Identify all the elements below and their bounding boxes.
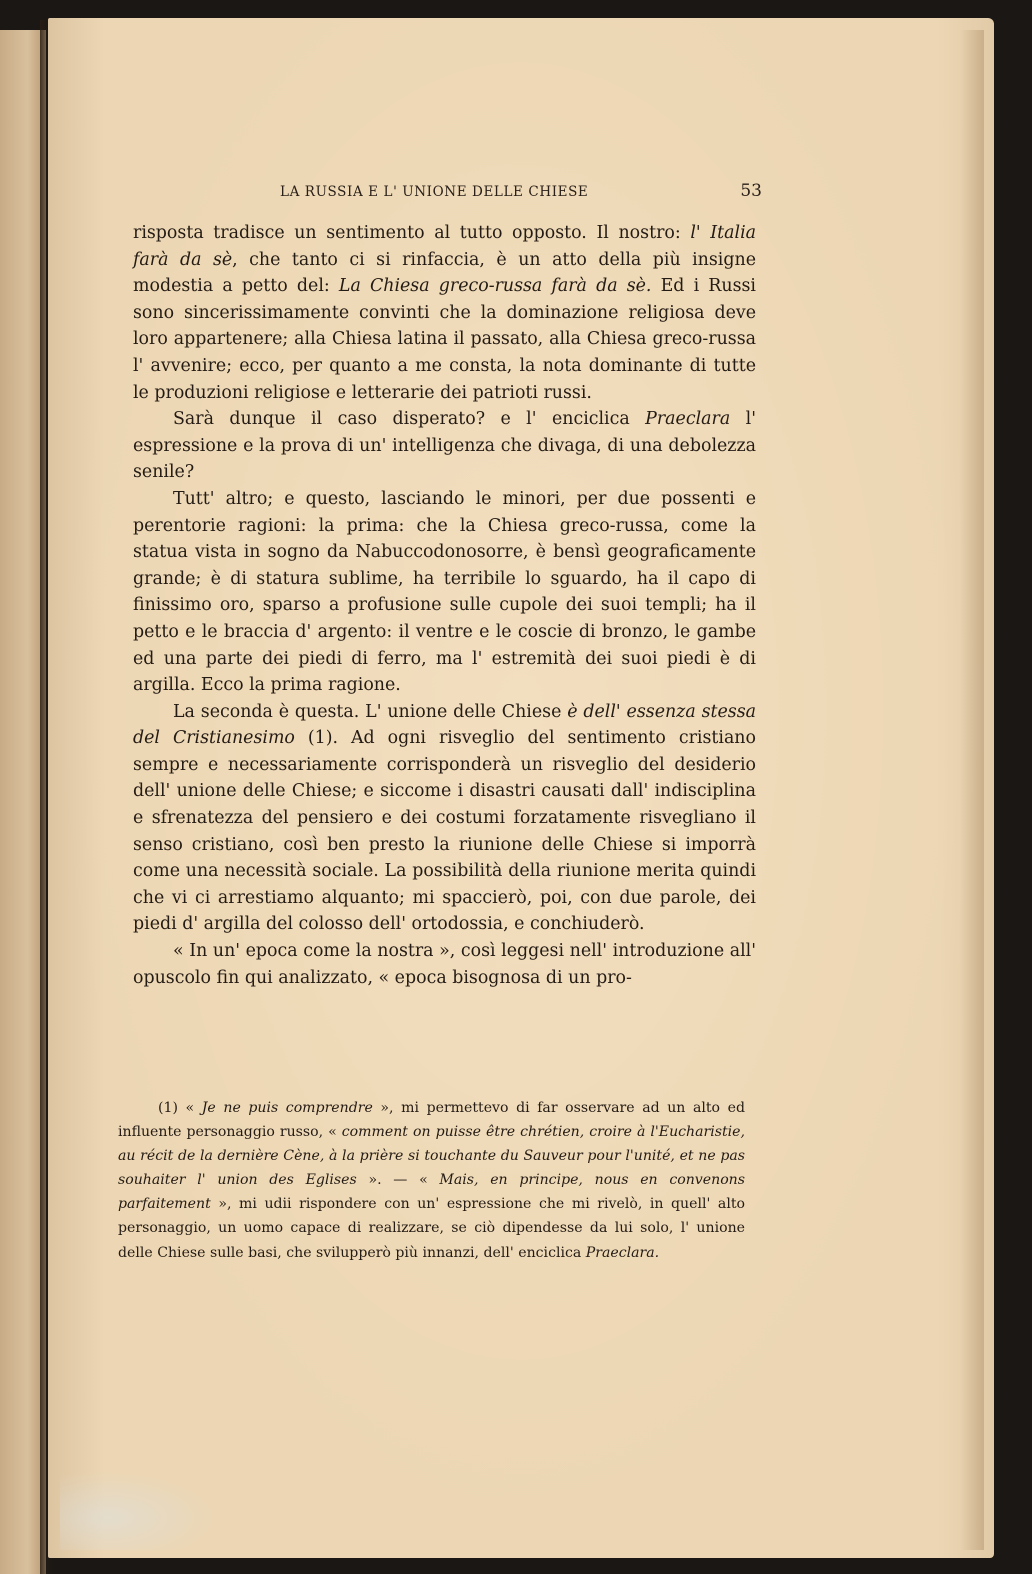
main-text [133, 220, 756, 991]
text-run: , che tanto ci si rinfaccia, è un atto della più insigne modestia a petto del: [133, 249, 756, 297]
text-run: Tutt' altro; e questo, lasciando le minori, per due possenti e perentorie ragioni: la prima: che la Chiesa greco-russa, come la statua vista in sogno da Nabuccodonosorre, è bensì geograficamente grande; è di statura sublime, ha terribile lo sguardo, ha il capo di finissimo oro, sparso a profusione sulle cupole dei suoi templi; ha il petto e le braccia d' argento: il ventre e le coscie di bronzo, le gambe ed una parte dei piedi di ferro, ma l' estremità dei suoi piedi è di argilla. Ecco la prima ragione. [133, 488, 756, 696]
paper-stain [60, 1470, 220, 1550]
paragraph [133, 486, 756, 699]
running-header [280, 180, 770, 204]
text-run: « In un' epoca come la nostra », così leggesi nell' introduzione all' opuscolo fin qui analizzato, « epoca bisognosa di un pro- [133, 941, 756, 988]
text-run: l' espressione e la prova di un' intelligenza che divaga, di una debolezza senile? [133, 409, 756, 483]
italic-text: Je ne puis comprendre [201, 1100, 373, 1116]
italic-text: Mais, en principe, nous en convenons parfaitement [118, 1172, 745, 1213]
text-run: », mi udii rispondere con un' espressione che mi rivelò, in quell' alto personaggio, un uomo capace di realizzare, se ciò dipendesse da lui solo, l' unione delle Chiese sulle basi, che svilupperò più innanzi, dell' enciclica [118, 1196, 745, 1261]
italic-text: Praeclara. [585, 1244, 660, 1261]
text-run: (1) « [158, 1100, 202, 1116]
text-run: Sarà dunque il caso disperato? e l' enciclica [173, 409, 646, 430]
paragraph [133, 220, 756, 406]
italic-text: comment on puisse être chrétien, croire à l'Eucharistie, au récit de la dernière Cène, à la prière si touchante du Sauveur pour l'unité, et ne pas souhaiter l' union des Eglises [118, 1124, 745, 1189]
italic-text: l' Italia farà da sè [133, 223, 756, 270]
paragraph [133, 938, 756, 991]
text-run: Ed i Russi sono sincerissimamente convinti che la dominazione religiosa deve loro appartenere; alla Chiesa latina il passato, alla Chiesa greco-russa l' avvenire; ecco, per quanto a me consta, la nota dominante di tutte le produzioni religiose e letterarie dei patrioti russi. [133, 276, 756, 403]
text-run: risposta tradisce un sentimento al tutto opposto. Il nostro: [133, 223, 691, 243]
text-run: ». — « [356, 1172, 440, 1189]
text-run: », mi permettevo di far osservare ad un alto ed influente personaggio russo, « [118, 1100, 745, 1141]
page-edge-shading [960, 30, 984, 1550]
footnote [118, 1096, 745, 1265]
running-title: LA RUSSIA E L' UNIONE DELLE CHIESE [280, 184, 589, 200]
text-run: (1). Ad ogni risveglio del sentimento cristiano sempre e necessariamente corrisponderà un risveglio del desiderio dell' unione delle Chiese; e siccome i disastri causati dall' indisciplina e sfrenatezza del pensiero e dei costumi forzatamente risvegliano il senso cristiano, così ben presto la riunione delle Chiese si imporrà come una necessità sociale. La possibilità della riunione merita quindi che vi ci arrestiamo alquanto; mi spaccierò, poi, con due parole, dei piedi d' argilla del colosso dell' ortodossia, e conchiuderò. [133, 728, 756, 935]
italic-text: è dell' essenza stessa del Cristianesimo [133, 701, 756, 749]
text-run: La seconda è questa. L' unione delle Chiese [173, 701, 568, 722]
footnotes [118, 1096, 745, 1265]
italic-text: La Chiesa greco-russa farà da sè. [338, 276, 652, 297]
paragraph [133, 699, 756, 938]
page-number: 53 [740, 181, 762, 201]
paragraph [133, 406, 756, 486]
italic-text: Praeclara [645, 409, 731, 430]
